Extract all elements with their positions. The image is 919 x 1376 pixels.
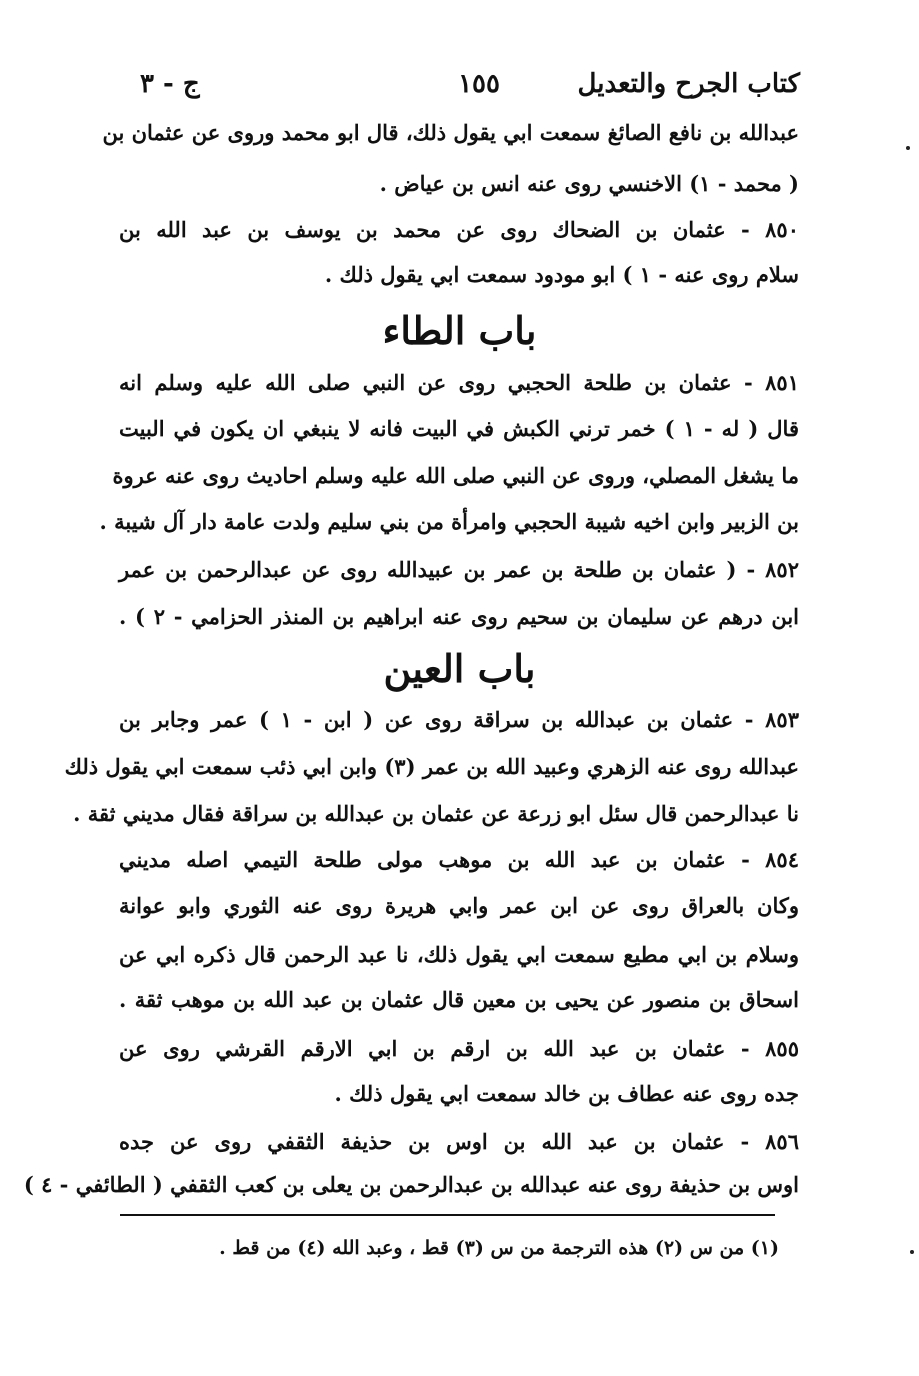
text-line: جده روى عنه عطاف بن خالد سمعت ابي يقول ذلك .	[334, 1081, 799, 1106]
footnote-divider	[120, 1214, 775, 1216]
scan-speck	[910, 1250, 914, 1254]
text-line: بن الزبير وابن اخيه شيبة الحجبي وامرأة من بني سليم ولدت عامة دار آل شيبة .	[99, 509, 799, 534]
text-line: ٨٥٥ - عثمان بن عبد الله بن ارقم بن ابي الارقم القرشي روى عن	[119, 1036, 799, 1061]
footnote: (١) من س (٢) هذه الترجمة من س (٣) قط ، وعبد الله (٤) من قط .	[219, 1237, 779, 1259]
text-line: وكان بالعراق روى عن ابن عمر وابي هريرة روى عنه الثوري وابو عوانة	[119, 893, 799, 918]
text-line: عبدالله روى عنه الزهري وعبيد الله بن عمر (٣) وابن ابي ذئب سمعت ابي يقول ذلك	[64, 754, 799, 779]
text-line: ابن درهم عن سليمان بن سحيم روى عنه ابراهيم بن المنذر الحزامي - ٢ ) .	[119, 604, 799, 629]
scan-speck	[906, 146, 910, 150]
text-line: ٨٥٣ - عثمان بن عبدالله بن سراقة روى عن ( ابن - ١ ) عمر وجابر بن	[119, 707, 799, 732]
text-line: ٨٥٤ - عثمان بن عبد الله بن موهب مولى طلحة التيمي اصله مديني	[119, 847, 799, 872]
text-line: سلام روى عنه - ١ ) ابو مودود سمعت ابي يقول ذلك .	[324, 262, 799, 287]
text-line: اوس بن حذيفة روى عنه عبدالله بن عبدالرحمن بن يعلى بن كعب الثقفي ( الطائفي - ٤ )	[23, 1172, 799, 1197]
text-line: قال ( له - ١ ) خمر ترني الكبش في البيت فانه لا ينبغي ان يكون في البيت	[119, 416, 799, 441]
section-heading-ta: باب الطاء	[382, 308, 537, 353]
text-line: عبدالله بن نافع الصائغ سمعت ابي يقول ذلك، قال ابو محمد وروى عن عثمان بن	[102, 120, 799, 145]
text-line: اسحاق بن منصور عن يحيى بن معين قال عثمان بن عبد الله بن موهب ثقة .	[119, 987, 799, 1012]
page-number: ١٥٥	[458, 69, 500, 99]
page-header	[110, 62, 800, 106]
text-line: ٨٥١ - عثمان بن طلحة الحجبي روى عن النبي صلى الله عليه وسلم انه	[119, 370, 799, 395]
text-line: ( محمد - ١) الاخنسي روى عنه انس بن عياض .	[379, 171, 799, 196]
text-line: ٨٥٢ - ( عثمان بن طلحة بن عمر بن عبيدالله روى عن عبدالرحمن بن عمر	[119, 557, 799, 582]
text-line: نا عبدالرحمن قال سئل ابو زرعة عن عثمان بن عبدالله بن سراقة فقال مديني ثقة .	[73, 801, 799, 826]
running-title: كتاب الجرح والتعديل	[577, 69, 800, 99]
text-line: وسلام بن ابي مطيع سمعت ابي يقول ذلك، نا عبد الرحمن قال ذكره ابي عن	[119, 942, 799, 967]
text-line: ما يشغل المصلي، وروى عن النبي صلى الله عليه وسلم احاديث روى عنه عروة	[112, 463, 799, 488]
volume-label: ج - ٣	[140, 69, 200, 99]
text-line: ٨٥٠ - عثمان بن الضحاك روى عن محمد بن يوسف بن عبد الله بن	[119, 217, 799, 242]
section-heading-ain: باب العين	[383, 646, 536, 691]
text-line: ٨٥٦ - عثمان بن عبد الله بن اوس بن حذيفة الثقفي روى عن جده	[119, 1129, 799, 1154]
